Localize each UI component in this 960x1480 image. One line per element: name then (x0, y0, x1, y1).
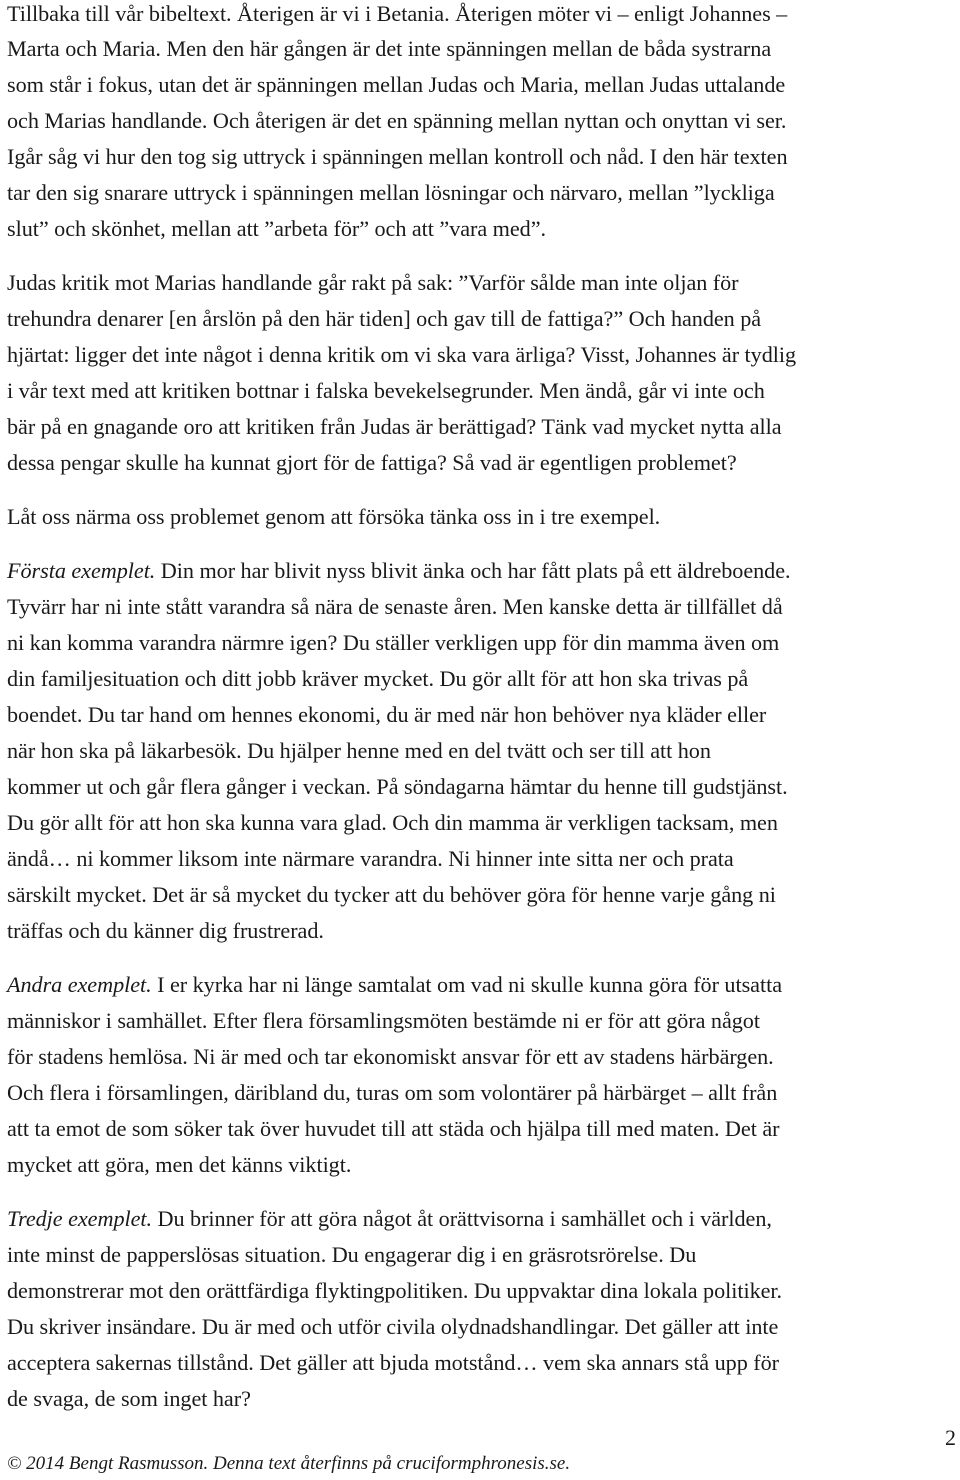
example-heading: Första exemplet. (7, 558, 156, 583)
text-line: Låt oss närma oss problemet genom att försöka tänka oss in i tre exempel. (7, 504, 661, 529)
text-line: dessa pengar skulle ha kunnat gjort för de fattiga? Så vad är egentligen problemet? (7, 450, 737, 475)
text-line-rest: Du brinner för att göra något åt orättvisorna i samhället och i världen, (152, 1206, 772, 1231)
text-line: acceptera sakernas tillstånd. Det gäller att bjuda motstånd… vem ska annars stå upp för (7, 1350, 779, 1375)
text-line (7, 553, 957, 589)
text-line: Judas kritik mot Marias handlande går rakt på sak: ”Varför sålde man inte oljan för (7, 270, 739, 295)
text-line: ändå… ni kommer liksom inte närmare varandra. Ni hinner inte sitta ner och prata (7, 846, 734, 871)
text-line: att ta emot de som söker tak över huvudet till att städa och hjälpa till med maten. Det är (7, 1116, 780, 1141)
footer-copyright: © 2014 Bengt Rasmusson. Denna text återfinns på cruciformphronesis.se. (7, 1453, 571, 1474)
text-line: Tillbaka till vår bibeltext. Återigen är vi i Betania. Återigen möter vi – enligt Johannes – (7, 1, 788, 26)
text-line: särskilt mycket. Det är så mycket du tycker att du behöver göra för henne varje gång ni (7, 882, 776, 907)
text-line: som står i fokus, utan det är spänningen mellan Judas och Maria, mellan Judas uttalande (7, 72, 786, 97)
text-line: hjärtat: ligger det inte något i denna kritik om vi ska vara ärliga? Visst, Johannes är tydlig (7, 342, 797, 367)
text-line: din familjesituation och ditt jobb kräver mycket. Du gör allt för att hon ska trivas på (7, 666, 749, 691)
text-line: ni kan komma varandra närmre igen? Du ställer verkligen upp för din mamma även om (7, 630, 780, 655)
text-line: mycket att göra, men det känns viktigt. (7, 1152, 352, 1177)
text-line: demonstrerar mot den orättfärdiga flyktingpolitiken. Du uppvaktar dina lokala politiker. (7, 1278, 783, 1303)
text-line: slut” och skönhet, mellan att ”arbeta för” och att ”vara med”. (7, 216, 547, 241)
text-line: inte minst de papperslösas situation. Du engagerar dig i en gräsrotsrörelse. Du (7, 1242, 697, 1267)
text-line: människor i samhället. Efter flera församlingsmöten bestämde ni er för att göra något (7, 1008, 760, 1033)
example-heading: Tredje exemplet. (7, 1206, 153, 1231)
text-line: bär på en gnagande oro att kritiken från Judas är berättigad? Tänk vad mycket nytta alla (7, 414, 782, 439)
text-line: Du skriver insändare. Du är med och utför civila olydnadshandlingar. Det gäller att inte (7, 1314, 779, 1339)
text-line: och Marias handlande. Och återigen är det en spänning mellan nyttan och onyttan vi ser. (7, 108, 787, 133)
text-line (7, 1201, 957, 1237)
text-line: när hon ska på läkarbesök. Du hjälper henne med en del tvätt och ser till att hon (7, 738, 711, 763)
body-text (7, 0, 957, 1417)
page-number: 2 (945, 1425, 956, 1450)
example-heading: Andra exemplet. (7, 972, 152, 997)
text-line: kommer ut och går flera gånger i veckan. På söndagarna hämtar du henne till gudstjänst. (7, 774, 788, 799)
text-line: de svaga, de som inget har? (7, 1386, 251, 1411)
text-line: Tyvärr har ni inte stått varandra så nära de senaste åren. Men kanske detta är tillfället då (7, 594, 783, 619)
text-line-rest: Din mor har blivit nyss blivit änka och har fått plats på ett äldreboende. (155, 558, 791, 583)
text-line: trehundra denarer [en årslön på den här tiden] och gav till de fattiga?” Och handen på (7, 306, 762, 331)
text-line: Du gör allt för att hon ska kunna vara glad. Och din mamma är verkligen tacksam, men (7, 810, 778, 835)
text-line: boendet. Du tar hand om hennes ekonomi, du är med när hon behöver nya kläder eller (7, 702, 767, 727)
text-line: tar den sig snarare uttryck i spänningen mellan lösningar och närvaro, mellan ”lyckliga (7, 180, 775, 205)
text-line-rest: I er kyrka har ni länge samtalat om vad ni skulle kunna göra för utsatta (151, 972, 782, 997)
text-line (7, 967, 957, 1003)
text-line: Och flera i församlingen, däribland du, turas om som volontärer på härbärget – allt från (7, 1080, 778, 1105)
text-line: Marta och Maria. Men den här gången är det inte spänningen mellan de båda systrarna (7, 36, 772, 61)
text-line: Igår såg vi hur den tog sig uttryck i spänningen mellan kontroll och nåd. I den här texten (7, 144, 788, 169)
text-line: för stadens hemlösa. Ni är med och tar ekonomiskt ansvar för ett av stadens härbärgen. (7, 1044, 774, 1069)
text-line: i vår text med att kritiken bottnar i falska bevekelsegrunder. Men ändå, går vi inte och (7, 378, 765, 403)
text-line: träffas och du känner dig frustrerad. (7, 918, 324, 943)
